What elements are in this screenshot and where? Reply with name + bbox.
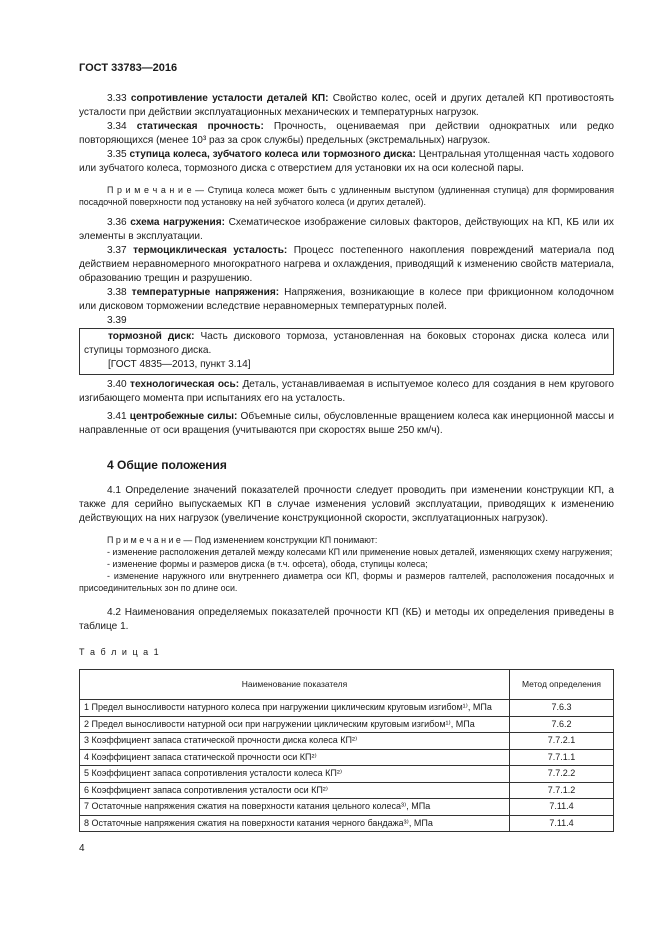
indicators-table [79, 669, 614, 832]
def-3-40: 3.40 технологическая ось: Деталь, устанавливаемая в испытуемое колесо для создания в нем кругового изгибающего момента при испытаниях его на усталость. [79, 379, 614, 404]
note-item: - изменение расположения деталей между колесами КП или применение новых деталей, изменяющих схему нагружения; [107, 547, 613, 557]
table-row: 8 Остаточные напряжения сжатия на поверхности катания черного бандажа³⁾, МПа 7.11.4 [80, 815, 614, 832]
def-3-34: 3.34 статическая прочность: Прочность, оцениваемая при действии однократных или редко повторяющихся (менее 10³ раз за срок службы) предельных (экстремальных) нагрузок. [79, 121, 614, 146]
def-3-38: 3.38 температурные напряжения: Напряжения, возникающие в колесе при фрикционном колодочном или дисковом торможении вследствие неравномерных температурных полей. [79, 287, 614, 312]
document-header: ГОСТ 33783—2016 [79, 62, 178, 74]
note-item: - изменение наружного или внутреннего диаметра оси КП, формы и размеров галтелей, расположения посадочных и присоединительных зон по длине оси. [79, 571, 614, 593]
para-4-2: 4.2 Наименования определяемых показателей прочности КП (КБ) и методы их определения приведены в таблице 1. [79, 607, 614, 632]
table-row: 5 Коэффициент запаса сопротивления усталости колеса КП²⁾ 7.7.2.2 [80, 766, 614, 783]
table-row: 7 Остаточные напряжения сжатия на поверхности катания цельного колеса³⁾, МПа 7.11.4 [80, 799, 614, 816]
def-3-39-number: 3.39 [107, 315, 127, 326]
def-3-35: 3.35 ступица колеса, зубчатого колеса или тормозного диска: Центральная утолщенная часть ходового или зубчатого колеса, тормозного диска с отверстием для установки их на оси колесной пары. [79, 149, 614, 174]
def-3-33: 3.33 сопротивление усталости деталей КП: Свойство колес, осей и других деталей КП противостоять усталости при действии эксплуатационных механических и температурных нагрузок. [79, 93, 614, 118]
note-hub: П р и м е ч а н и е — Ступица колеса может быть с удлиненным выступом (удлиненная ступица) для формирования посадочной поверхности под установку на ней зубчатого колеса (и других деталей). [79, 185, 614, 207]
column-header-method: Метод определения [510, 670, 614, 700]
def-3-39-reference: [ГОСТ 4835—2013, пункт 3.14] [108, 359, 251, 370]
table-row: 4 Коэффициент запаса статической прочности оси КП²⁾ 7.7.1.1 [80, 749, 614, 766]
table-row: 2 Предел выносливости натурной оси при нагружении циклическим круговым изгибом¹⁾, МПа 7.6.2 [80, 716, 614, 733]
table-header-row [80, 670, 614, 700]
def-3-36: 3.36 схема нагружения: Схематическое изображение силовых факторов, действующих на КП, КБ или их элементы в эксплуатации. [79, 217, 614, 242]
note-design-change: П р и м е ч а н и е — Под изменением конструкции КП понимают: - изменение расположения деталей между колесами КП или применение новых деталей, изменяющих схему нагружения; - изменение формы и размеров диска (в т.ч. офсета), обода, ступицы колеса; - изменение наружного или внутреннего диаметра оси КП, формы и размеров галтелей, расположения посадочных и присоединительных зон по длине оси. [79, 535, 614, 593]
table-caption: Т а б л и ц а 1 [79, 647, 161, 657]
column-header-name: Наименование показателя [80, 670, 510, 700]
table-row: 3 Коэффициент запаса статической прочности диска колеса КП²⁾ 7.7.2.1 [80, 733, 614, 750]
table-row: 1 Предел выносливости натурного колеса при нагружении циклическим круговым изгибом¹⁾, МПа 7.6.3 [80, 700, 614, 717]
page-number: 4 [79, 843, 85, 854]
def-3-39-box [79, 328, 614, 375]
section-title: 4 Общие положения [107, 458, 227, 472]
para-4-1: 4.1 Определение значений показателей прочности следует проводить при изменении конструкции КП, а также для серийно выпускаемых КП в случае изменения условий эксплуатации, приводящих к изменению действующих на них нагрузок (увеличение конструкционной скорости, эксплуатационных нагрузок). [79, 485, 614, 524]
def-3-41: 3.41 центробежные силы: Объемные силы, обусловленные вращением колеса как инерционной массы и направленные от оси вращения (учитываются при скоростях выше 250 км/ч). [79, 411, 614, 436]
def-3-39-text: тормозной диск: Часть дискового тормоза, установленная на боковых сторонах диска колеса или ступицы тормозного диска. [84, 331, 609, 356]
document-body [79, 92, 614, 832]
def-3-37: 3.37 термоциклическая усталость: Процесс постепенного накопления повреждений материала под действием неравномерного многократного нагрева и охлаждения, приводящий к изменению свойств материала, образованию трещин и разрушению. [79, 245, 614, 284]
table-row: 6 Коэффициент запаса сопротивления усталости оси КП²⁾ 7.7.1.2 [80, 782, 614, 799]
note-item: - изменение формы и размеров диска (в т.ч. офсета), обода, ступицы колеса; [107, 559, 428, 569]
